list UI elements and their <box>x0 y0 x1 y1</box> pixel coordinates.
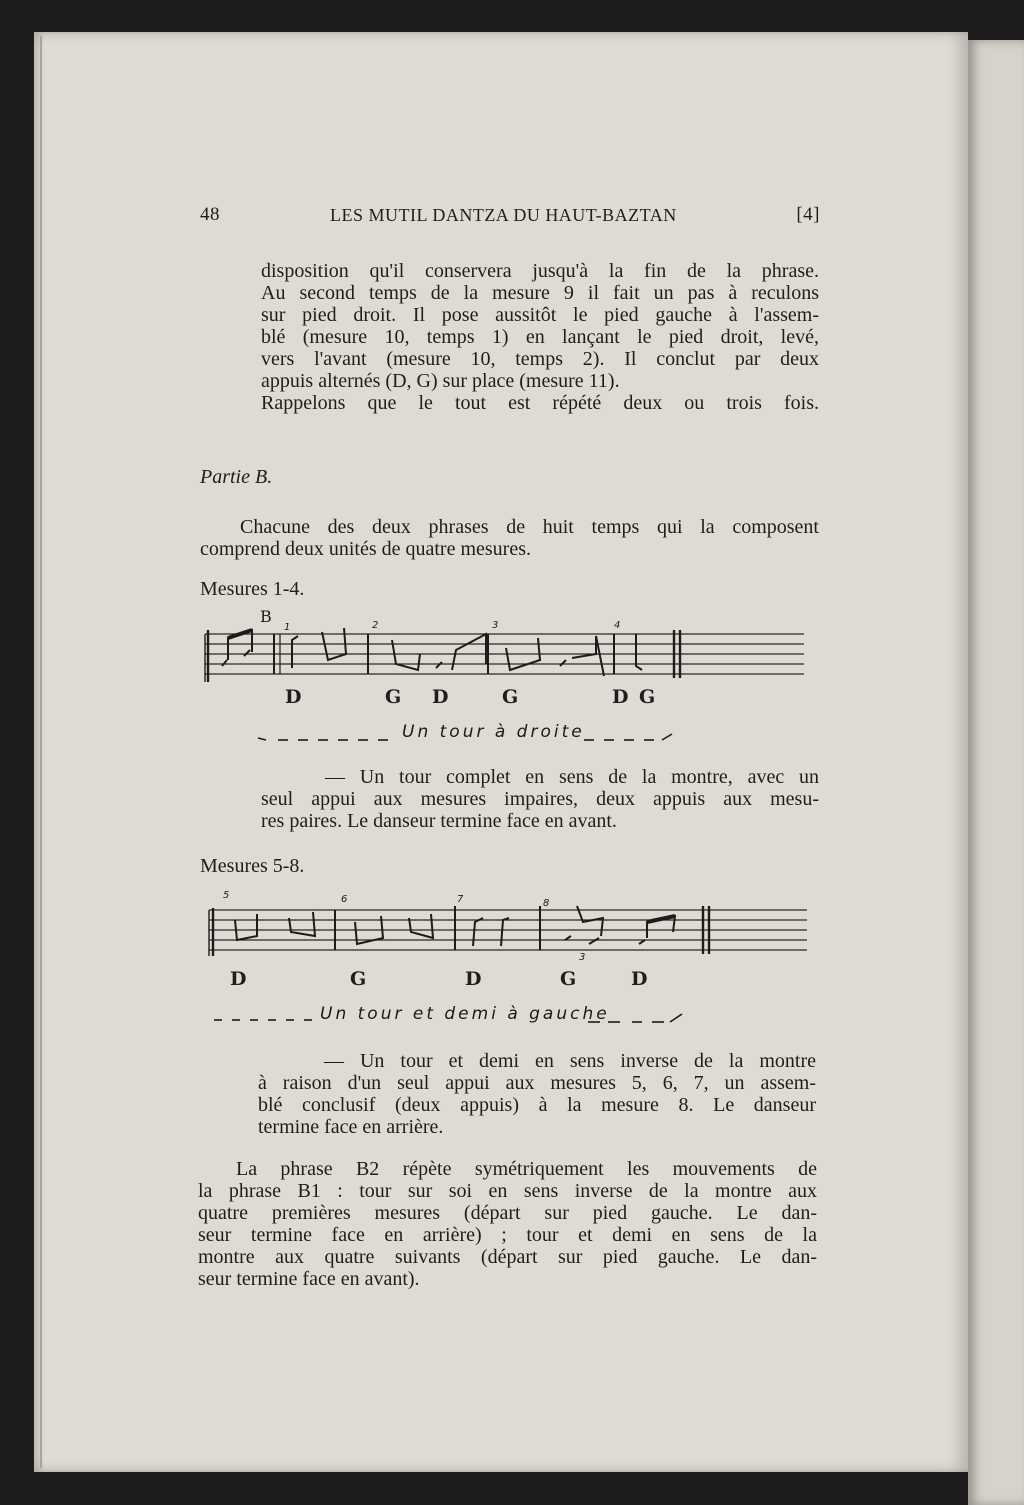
triplet-mark: 3 <box>579 952 586 963</box>
text-line: quatre premières mesures (départ sur pied gauche. Le dan- <box>198 1202 817 1224</box>
beamed-notes <box>289 912 315 936</box>
beamed-notes <box>235 914 257 940</box>
note <box>292 636 298 668</box>
text-line: sur pied droit. Il pose aussitôt le pied gauche à l'assem- <box>261 304 819 326</box>
foot-label: D <box>612 686 629 708</box>
triplet-notes <box>565 906 603 944</box>
paragraph-final <box>198 1158 817 1290</box>
beamed-notes <box>409 914 433 938</box>
text-line: blé (mesure 10, temps 1) en lançant le pied droit, levé, <box>261 326 819 348</box>
mesures-label: Mesures 5-8. <box>200 855 305 877</box>
text-line: vers l'avant (mesure 10, temps 2). Il conclut par deux <box>261 348 819 370</box>
foot-label: G <box>560 968 577 990</box>
measure-number: 1 <box>284 622 291 633</box>
measure-number: 4 <box>614 620 621 631</box>
text-line: Rappelons que le tout est répété deux ou trois fois. <box>261 392 819 414</box>
paragraph-description-1 <box>261 766 819 832</box>
measure-number: 8 <box>543 898 550 909</box>
caption-handwritten: Un tour et demi à gauche <box>320 1004 610 1024</box>
paragraph-partie-b <box>200 516 819 560</box>
page-edge <box>40 36 42 1468</box>
measure-number: 7 <box>457 894 464 905</box>
text-line: — Un tour et demi en sens inverse de la montre <box>324 1050 816 1072</box>
measure-number: 6 <box>341 894 348 905</box>
page-number: 48 <box>200 204 220 225</box>
section-mark: B <box>260 608 272 626</box>
section-number: [4] <box>796 204 820 225</box>
text-line: res paires. Le danseur termine face en avant. <box>261 810 617 832</box>
foot-label: D <box>631 968 648 990</box>
text-line: seul appui aux mesures impaires, deux appuis aux mesu- <box>261 788 819 810</box>
staff-lines <box>209 910 807 950</box>
running-header <box>200 202 820 232</box>
text-line: Au second temps de la mesure 9 il fait un pas à reculons <box>261 282 819 304</box>
notes <box>473 918 509 946</box>
section-heading: Partie B. <box>200 466 273 488</box>
beamed-notes <box>560 636 604 676</box>
text-line: termine face en arrière. <box>258 1116 444 1138</box>
text-line: disposition qu'il conservera jusqu'à la fin de la phrase. <box>261 260 819 282</box>
mesures-label: Mesures 1-4. <box>200 578 305 600</box>
text-line: Chacune des deux phrases de huit temps qui la composent <box>240 516 819 538</box>
text-line: appuis alternés (D, G) sur place (mesure 11). <box>261 370 620 392</box>
paragraph-description-2 <box>258 1050 816 1138</box>
foot-label: G <box>385 686 402 708</box>
measure-number: 2 <box>372 620 379 631</box>
text-line: montre aux quatre suivants (départ sur pied gauche. Le dan- <box>198 1246 817 1268</box>
foot-label: D <box>285 686 302 708</box>
facing-page-edge <box>968 40 1024 1505</box>
measure-number: 5 <box>223 890 230 901</box>
text-line: seur termine face en avant). <box>198 1268 420 1290</box>
foot-label: D <box>230 968 247 990</box>
foot-label: D <box>432 686 449 708</box>
staff-lines <box>205 634 804 674</box>
text-line: seur termine face en arrière) ; tour et demi en sens de la <box>198 1224 817 1246</box>
text-line: à raison d'un seul appui aux mesures 5, 6, 7, un assem- <box>258 1072 816 1094</box>
foot-label: G <box>639 686 656 708</box>
header-title: LES MUTIL DANTZA DU HAUT-BAZTAN <box>330 205 677 225</box>
caption-handwritten: Un tour à droite <box>402 722 585 742</box>
text-line: la phrase B1 : tour sur soi en sens inverse de la montre aux <box>198 1180 817 1202</box>
foot-label: G <box>502 686 519 708</box>
text-line: — Un tour complet en sens de la montre, avec un <box>325 766 819 788</box>
music-staff-2 <box>205 888 811 968</box>
music-staff-1 <box>200 608 810 688</box>
text-line: comprend deux unités de quatre mesures. <box>200 538 532 560</box>
foot-label: D <box>465 968 482 990</box>
paragraph-intro <box>261 260 819 414</box>
foot-label: G <box>350 968 367 990</box>
text-line: La phrase B2 répète symétriquement les mouvements de <box>236 1158 817 1180</box>
measure-number: 3 <box>492 620 499 631</box>
text-line: blé conclusif (deux appuis) à la mesure 8. Le danseur <box>258 1094 816 1116</box>
